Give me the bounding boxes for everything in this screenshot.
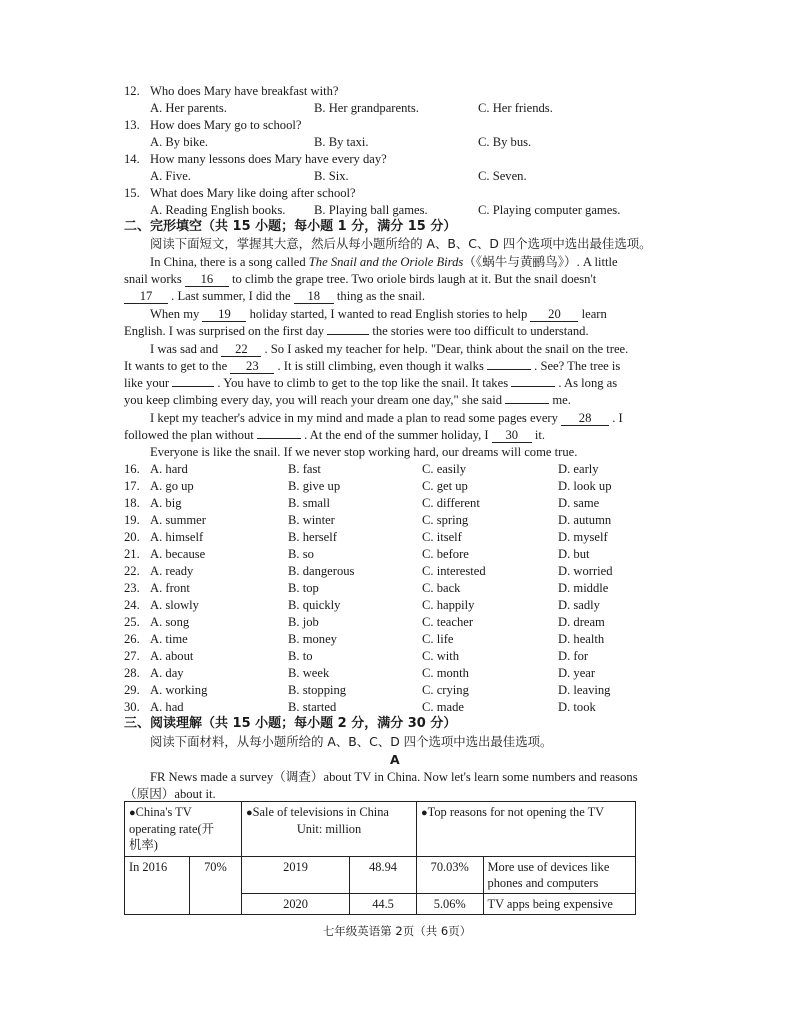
text: . Last summer, I did the: [168, 289, 294, 303]
option-c: C. life: [422, 632, 454, 646]
cell-sale-value: 48.94: [350, 857, 417, 894]
text: like your: [124, 376, 173, 390]
option-c: C. interested: [422, 564, 486, 578]
passage-line: Everyone is like the snail. If we never stop working hard, our dreams will come true.: [150, 445, 578, 459]
header-text: operating rate(开: [129, 822, 214, 836]
option-c: C. teacher: [422, 615, 474, 629]
option-number: 21.: [124, 547, 140, 561]
option-c: C. Playing computer games.: [478, 203, 621, 217]
option-a: A. working: [150, 683, 208, 697]
option-number: 29.: [124, 683, 140, 697]
cell-sale-year: 2020: [242, 894, 350, 915]
passage-line: [124, 375, 617, 391]
option-number: 20.: [124, 530, 140, 544]
cell-rate: 70%: [189, 857, 241, 915]
option-d: D. worried: [558, 564, 613, 578]
option-number: 18.: [124, 496, 140, 510]
option-c: C. Seven.: [478, 169, 527, 183]
passage-line: [150, 410, 623, 426]
question-text: How does Mary go to school?: [150, 118, 302, 132]
option-b: B. herself: [288, 530, 337, 544]
table-row: [125, 857, 636, 894]
text: . I: [609, 411, 623, 425]
text: . You have to climb to get to the top like the snail. It takes: [214, 376, 512, 390]
section-instruction: 阅读下面材料，从每小题所给的 A、B、C、D 四个选项中选出最佳选项。: [150, 734, 553, 749]
text: you keep climbing every day, you will reach your dream one day," she said: [124, 393, 506, 407]
question-number: 12.: [124, 84, 140, 98]
option-a: A. song: [150, 615, 190, 629]
option-number: 28.: [124, 666, 140, 680]
passage-intro: FR News made a survey（调查）about TV in China. Now let's learn some numbers and reasons: [150, 770, 638, 784]
text: I was sad and: [150, 342, 222, 356]
question-14: [124, 151, 387, 167]
option-c: C. month: [422, 666, 469, 680]
bullet-icon: ●: [421, 807, 428, 819]
header-operating-rate: [125, 802, 242, 857]
option-c: C. before: [422, 547, 469, 561]
blank-17: 17: [124, 289, 168, 304]
option-c: C. happily: [422, 598, 475, 612]
option-d: D. for: [558, 649, 589, 663]
text: snail works: [124, 272, 185, 286]
option-number: 19.: [124, 513, 140, 527]
option-d: D. middle: [558, 581, 609, 595]
passage-line: [124, 271, 596, 287]
text: followed the plan without: [124, 428, 257, 442]
option-d: D. look up: [558, 479, 612, 493]
passage-line: [124, 288, 425, 304]
option-a: A. front: [150, 581, 190, 595]
text: to climb the grape tree. Two oriole birds laugh at it. But the snail doesn't: [228, 272, 597, 286]
option-d: D. myself: [558, 530, 608, 544]
option-number: 30.: [124, 700, 140, 714]
question-text: What does Mary like doing after school?: [150, 186, 356, 200]
option-b: B. started: [288, 700, 337, 714]
blank-27: [505, 403, 549, 404]
blank-23: 23: [230, 359, 274, 374]
option-a: A. himself: [150, 530, 204, 544]
cell-year: In 2016: [125, 857, 190, 915]
passage-line: [124, 323, 589, 339]
option-d: D. autumn: [558, 513, 612, 527]
section-instruction: 阅读下面短文，掌握其大意，然后从每小题所给的 A、B、C、D 四个选项中选出最佳选项。: [150, 236, 652, 251]
cell-reason: [483, 857, 635, 894]
option-a: A. Five.: [150, 169, 191, 183]
option-number: 17.: [124, 479, 140, 493]
blank-16: 16: [185, 272, 229, 287]
blank-26: [511, 386, 555, 387]
blank-28: 28: [561, 411, 609, 426]
option-b: B. give up: [288, 479, 341, 493]
option-a: A. go up: [150, 479, 194, 493]
survey-table: [124, 801, 636, 915]
blank-20: 20: [530, 307, 578, 322]
option-a: A. summer: [150, 513, 206, 527]
option-b: B. top: [288, 581, 319, 595]
option-number: 26.: [124, 632, 140, 646]
text: In China, there is a song called: [150, 255, 309, 269]
option-c: C. different: [422, 496, 480, 510]
blank-25: [172, 386, 214, 387]
passage-line: [124, 358, 620, 374]
text: . So I asked my teacher for help. "Dear, think about the snail on the tree.: [261, 342, 629, 356]
blank-30: 30: [492, 428, 532, 443]
text: learn: [578, 307, 607, 321]
cell-reason: TV apps being expensive: [483, 894, 635, 915]
option-b: B. fast: [288, 462, 321, 476]
option-b: B. By taxi.: [314, 135, 369, 149]
cell-percent: 5.06%: [417, 894, 484, 915]
option-a: A. about: [150, 649, 194, 663]
text: . See? The tree is: [531, 359, 621, 373]
option-b: B. winter: [288, 513, 335, 527]
header-text: Unit: million: [296, 822, 362, 836]
option-d: D. took: [558, 700, 596, 714]
blank-19: 19: [202, 307, 246, 322]
cell-sale-value: 44.5: [350, 894, 417, 915]
passage-line: [150, 306, 607, 322]
blank-18: 18: [294, 289, 334, 304]
option-d: D. early: [558, 462, 599, 476]
option-b: B. stopping: [288, 683, 347, 697]
header-text: China's TV: [135, 805, 192, 819]
header-reasons: [417, 802, 636, 857]
question-number: 15.: [124, 186, 140, 200]
option-number: 25.: [124, 615, 140, 629]
option-c: C. Her friends.: [478, 101, 553, 115]
passage-label: A: [390, 752, 400, 767]
option-c: C. crying: [422, 683, 469, 697]
option-d: D. dream: [558, 615, 605, 629]
text: it.: [531, 428, 546, 442]
text: It wants to get to the: [124, 359, 231, 373]
text: When my: [150, 307, 203, 321]
text: . It is still climbing, even though it walks: [274, 359, 488, 373]
blank-29: [257, 438, 301, 439]
option-d: D. leaving: [558, 683, 611, 697]
text: （《蜗牛与黄鹂鸟》）. A little: [463, 255, 618, 269]
passage-line: [150, 341, 628, 357]
question-text: Who does Mary have breakfast with?: [150, 84, 339, 98]
option-b: B. week: [288, 666, 330, 680]
option-number: 23.: [124, 581, 140, 595]
question-12: [124, 83, 339, 99]
option-d: D. same: [558, 496, 600, 510]
reason-text: phones and computers: [487, 876, 599, 890]
section-heading: 二、完形填空（共 15 小题；每小题 1 分，满分 15 分）: [124, 219, 457, 234]
page-footer: 七年级英语第 2页（共 6页）: [322, 924, 472, 938]
header-text: Sale of televisions in China: [252, 805, 389, 819]
text: thing as the snail.: [333, 289, 426, 303]
text: I kept my teacher's advice in my mind and made a plan to read some pages every: [150, 411, 562, 425]
option-c: C. By bus.: [478, 135, 532, 149]
section-heading: 三、阅读理解（共 15 小题；每小题 2 分，满分 30 分）: [124, 716, 457, 731]
header-text: Top reasons for not opening the TV: [427, 805, 605, 819]
option-b: B. job: [288, 615, 319, 629]
question-number: 14.: [124, 152, 140, 166]
option-d: D. but: [558, 547, 590, 561]
text: the stories were too difficult to understand.: [369, 324, 589, 338]
header-text: 机率): [129, 838, 158, 852]
option-c: C. with: [422, 649, 460, 663]
option-b: B. small: [288, 496, 330, 510]
text: holiday started, I wanted to read English stories to help: [246, 307, 531, 321]
blank-21: [327, 334, 369, 335]
option-a: A. time: [150, 632, 188, 646]
question-13: [124, 117, 301, 133]
option-a: A. big: [150, 496, 182, 510]
blank-22: 22: [221, 342, 261, 357]
option-b: B. Her grandparents.: [314, 101, 419, 115]
option-b: B. quickly: [288, 598, 341, 612]
option-b: B. to: [288, 649, 313, 663]
text: . At the end of the summer holiday, I: [300, 428, 492, 442]
option-number: 22.: [124, 564, 140, 578]
table-header-row: [125, 802, 636, 857]
option-a: A. By bike.: [150, 135, 209, 149]
option-number: 27.: [124, 649, 140, 663]
option-number: 24.: [124, 598, 140, 612]
passage-line: [150, 254, 618, 270]
text: English. I was surprised on the first day: [124, 324, 328, 338]
option-c: C. spring: [422, 513, 469, 527]
text: . As long as: [555, 376, 618, 390]
option-c: C. made: [422, 700, 464, 714]
question-number: 13.: [124, 118, 140, 132]
question-text: How many lessons does Mary have every day?: [150, 152, 387, 166]
blank-24: [487, 369, 531, 370]
cell-sale-year: 2019: [242, 857, 350, 894]
bullet-icon: ●: [246, 807, 253, 819]
option-b: B. Playing ball games.: [314, 203, 428, 217]
option-c: C. easily: [422, 462, 467, 476]
option-a: A. Her parents.: [150, 101, 227, 115]
passage-line: [124, 392, 571, 408]
option-b: B. money: [288, 632, 337, 646]
option-a: A. ready: [150, 564, 194, 578]
song-title: The Snail and the Oriole Birds: [308, 255, 464, 269]
option-a: A. slowly: [150, 598, 199, 612]
passage-line: [124, 427, 545, 443]
option-c: C. itself: [422, 530, 462, 544]
option-a: A. day: [150, 666, 184, 680]
question-15: [124, 185, 356, 201]
option-a: A. had: [150, 700, 184, 714]
option-number: 16.: [124, 462, 140, 476]
option-c: C. get up: [422, 479, 468, 493]
reason-text: More use of devices like: [487, 860, 610, 874]
option-a: A. because: [150, 547, 206, 561]
option-b: B. so: [288, 547, 314, 561]
header-sales: [242, 802, 417, 857]
bullet-icon: ●: [129, 807, 136, 819]
text: me.: [549, 393, 571, 407]
option-b: B. dangerous: [288, 564, 355, 578]
option-a: A. hard: [150, 462, 188, 476]
option-d: D. year: [558, 666, 596, 680]
option-d: D. health: [558, 632, 605, 646]
option-d: D. sadly: [558, 598, 600, 612]
option-c: C. back: [422, 581, 461, 595]
passage-intro: （原因）about it.: [124, 787, 216, 801]
option-b: B. Six.: [314, 169, 349, 183]
cell-percent: 70.03%: [417, 857, 484, 894]
option-a: A. Reading English books.: [150, 203, 286, 217]
